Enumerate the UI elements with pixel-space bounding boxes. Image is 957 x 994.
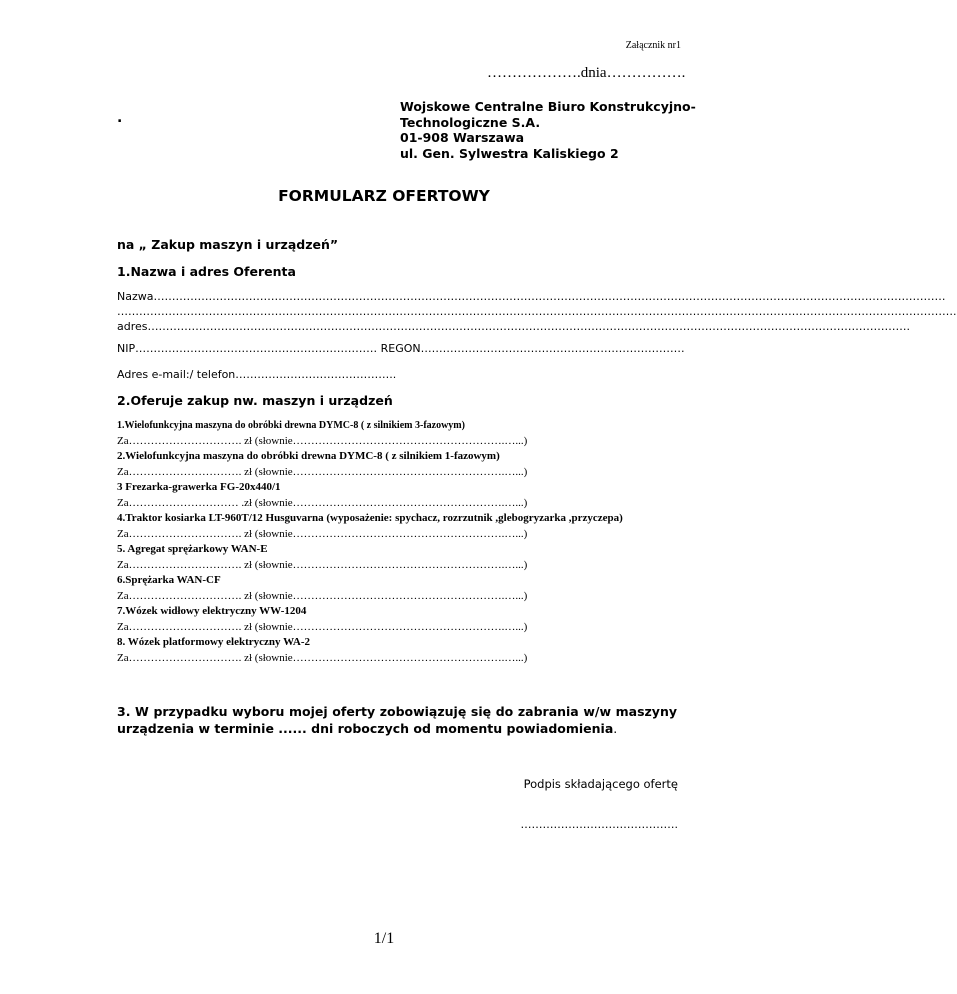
item-title: 6.Sprężarka WAN-CF <box>117 574 221 586</box>
date-line: ……………….dnia……………. <box>487 65 686 81</box>
item-title: 5. Agregat sprężarkowy WAN-E <box>117 543 268 555</box>
left-mark: . <box>117 110 123 126</box>
recipient-line-2: Technologiczne S.A. <box>400 114 541 130</box>
item-title: 3 Frezarka-grawerka FG-20x440/1 <box>117 481 281 493</box>
item-title: 4.Traktor kosiarka LT-960T/12 Husguvarna (wyposażenie: spychacz, rozrzutnik ,glebogryzarka ,przyczepa) <box>117 512 623 524</box>
section-3-commitment <box>117 703 677 737</box>
form-subject: na „ Zakup maszyn i urządzeń” <box>117 237 339 252</box>
list-item <box>117 480 677 511</box>
list-item <box>117 542 677 573</box>
recipient-line-1: Wojskowe Centralne Biuro Konstrukcyjno- <box>400 99 696 114</box>
item-price-line[interactable]: Za…………………………. zł (słownie………………………………………………….…...) <box>117 589 528 602</box>
list-item <box>117 511 677 542</box>
email-phone-line[interactable]: Adres e-mail:/ telefon…………………………………….. <box>117 368 397 381</box>
item-price-line[interactable]: Za…………………………. zł (słownie………………………………………………….…...) <box>117 434 528 447</box>
items-list <box>117 418 677 666</box>
commitment-text: 3. W przypadku wyboru mojej oferty zobowiązuję się do zabrania w/w maszyny urządzenia w terminie ...... dni roboczych od momentu powiadomienia <box>117 704 677 736</box>
item-price-line[interactable]: Za…………………………. zł (słownie………………………………………………….…...) <box>117 620 528 633</box>
address-field-line[interactable]: adres………………………………………………………………………………………………………………………………………………………………………………………. <box>117 320 910 333</box>
attachment-number: Załącznik nr1 <box>625 40 681 51</box>
section-2-heading: 2.Oferuje zakup nw. maszyn i urządzeń <box>117 393 393 408</box>
list-item <box>117 604 677 635</box>
commitment-period: . <box>613 721 618 736</box>
signature-label: Podpis składającego ofertę <box>523 777 678 791</box>
signature-line[interactable]: ……………………………………. <box>520 818 678 831</box>
item-title: 2.Wielofunkcyjna maszyna do obróbki drewna DYMC-8 ( z silnikiem 1-fazowym) <box>117 450 500 462</box>
recipient-line-4: ul. Gen. Sylwestra Kaliskiego 2 <box>400 145 619 161</box>
item-price-line[interactable]: Za…………………………. zł (słownie………………………………………………….…...) <box>117 558 528 571</box>
list-item <box>117 449 677 480</box>
form-title: FORMULARZ OFERTOWY <box>278 187 490 205</box>
list-item <box>117 573 677 604</box>
section-1-heading: 1.Nazwa i adres Oferenta <box>117 264 296 279</box>
item-title: 7.Wózek widłowy elektryczny WW-1204 <box>117 605 307 617</box>
item-title: 1.Wielofunkcyjna maszyna do obróbki drewna DYMC-8 ( z silnikiem 3-fazowym) <box>117 420 465 431</box>
item-title: 8. Wózek platformowy elektryczny WA-2 <box>117 636 310 648</box>
nip-regon-line[interactable]: NIP………………………………………………………… REGON……………………………………………………………… <box>117 342 685 355</box>
name-continuation-line[interactable]: …………………………………………………………………………………………………………………………………………………………………………………………………………. <box>117 305 957 318</box>
item-price-line[interactable]: Za…………………………. zł (słownie………………………………………………….…...) <box>117 651 528 664</box>
item-price-line[interactable]: Za………………………… .zł (słownie………………………………………………….…...) <box>117 496 528 509</box>
page-number: 1/1 <box>373 930 395 947</box>
list-item <box>117 418 677 449</box>
recipient-line-3: 01-908 Warszawa <box>400 130 525 145</box>
recipient-address <box>400 99 696 161</box>
item-price-line[interactable]: Za…………………………. zł (słownie………………………………………………….…...) <box>117 527 528 540</box>
name-field-line[interactable]: Nazwa……………………………………………………………………………………………………………………………………………………………………………………………… <box>117 290 946 303</box>
item-price-line[interactable]: Za…………………………. zł (słownie………………………………………………….…...) <box>117 465 528 478</box>
list-item <box>117 635 677 666</box>
